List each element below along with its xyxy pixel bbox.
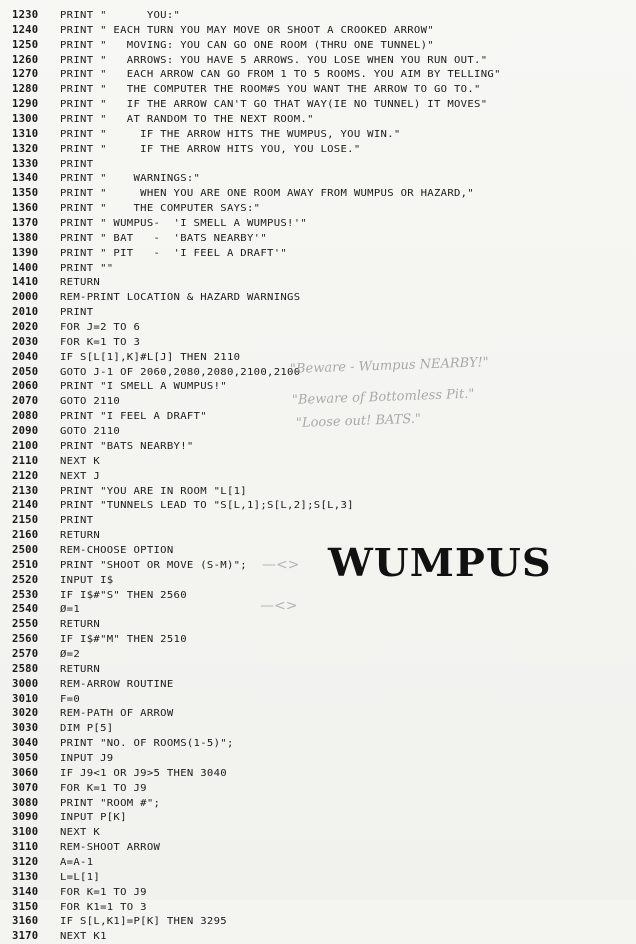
pencil-arrow-mark: —<> bbox=[262, 557, 300, 573]
line-code: REM-ARROW ROUTINE bbox=[60, 678, 174, 690]
line-number: 3020 bbox=[12, 707, 39, 720]
line-code: GOTO J-1 OF 2060,2080,2080,2100,2100 bbox=[60, 366, 301, 378]
line-number: 3030 bbox=[12, 722, 39, 735]
code-line bbox=[12, 53, 627, 68]
code-line bbox=[12, 498, 627, 513]
line-code: PRINT " BAT - 'BATS NEARBY'" bbox=[60, 232, 268, 244]
code-line bbox=[12, 454, 627, 469]
line-number: 2140 bbox=[12, 499, 39, 512]
code-line bbox=[12, 127, 627, 142]
line-code: IF J9<1 OR J9>5 THEN 3040 bbox=[60, 767, 227, 779]
line-code: IF S[L,K1]=P[K] THEN 3295 bbox=[60, 915, 227, 927]
code-line bbox=[12, 201, 627, 216]
line-number: 2000 bbox=[12, 291, 39, 304]
line-code: PRINT " WHEN YOU ARE ONE ROOM AWAY FROM WUMPUS OR HAZARD," bbox=[60, 187, 475, 199]
program-listing bbox=[12, 8, 627, 944]
line-code: IF I$#"M" THEN 2510 bbox=[60, 633, 187, 645]
line-code: PRINT "TUNNELS LEAD TO "S[L,1];S[L,2];S[L,3] bbox=[60, 499, 354, 511]
code-line bbox=[12, 647, 627, 662]
line-code: RETURN bbox=[60, 618, 101, 630]
line-number: 3090 bbox=[12, 811, 39, 824]
line-code: NEXT K bbox=[60, 826, 101, 838]
line-number: 1330 bbox=[12, 157, 39, 170]
line-code: PRINT " ARROWS: YOU HAVE 5 ARROWS. YOU LOSE WHEN YOU RUN OUT." bbox=[60, 54, 488, 66]
code-line bbox=[12, 186, 627, 201]
line-number: 2090 bbox=[12, 425, 39, 438]
line-number: 3100 bbox=[12, 826, 39, 839]
line-code: PRINT "NO. OF ROOMS(1-5)"; bbox=[60, 737, 234, 749]
line-number: 1350 bbox=[12, 187, 39, 200]
line-code: REM-PATH OF ARROW bbox=[60, 707, 174, 719]
line-code: FOR K=1 TO J9 bbox=[60, 886, 147, 898]
handwritten-note-pit: "Beware of Bottomless Pit." bbox=[291, 386, 475, 408]
line-number: 2120 bbox=[12, 469, 39, 482]
line-code: PRINT "ROOM #"; bbox=[60, 797, 161, 809]
line-code: GOTO 2110 bbox=[60, 425, 121, 437]
handwritten-note-wumpus: "Beware - Wumpus NEARBY!" bbox=[289, 355, 489, 377]
code-line bbox=[12, 900, 627, 915]
line-number: 2540 bbox=[12, 603, 39, 616]
line-code: FOR K1=1 TO 3 bbox=[60, 901, 147, 913]
line-number: 2500 bbox=[12, 543, 39, 556]
code-line bbox=[12, 82, 627, 97]
line-number: 2530 bbox=[12, 588, 39, 601]
line-code: FOR J=2 TO 6 bbox=[60, 321, 141, 333]
line-number: 1400 bbox=[12, 261, 39, 274]
code-line bbox=[12, 602, 627, 617]
line-number: 3130 bbox=[12, 870, 39, 883]
line-number: 2150 bbox=[12, 514, 39, 527]
code-line bbox=[12, 840, 627, 855]
line-number: 1240 bbox=[12, 23, 39, 36]
line-number: 2580 bbox=[12, 662, 39, 675]
code-line bbox=[12, 706, 627, 721]
line-code: GOTO 2110 bbox=[60, 395, 121, 407]
line-code: NEXT K bbox=[60, 455, 101, 467]
code-line bbox=[12, 112, 627, 127]
line-number: 3110 bbox=[12, 841, 39, 854]
line-code: PRINT " THE COMPUTER SAYS:" bbox=[60, 202, 261, 214]
line-number: 1360 bbox=[12, 202, 39, 215]
line-code: A=A-1 bbox=[60, 856, 94, 868]
code-line bbox=[12, 320, 627, 335]
line-code: PRINT "I FEEL A DRAFT" bbox=[60, 410, 207, 422]
code-line bbox=[12, 513, 627, 528]
line-number: 1280 bbox=[12, 83, 39, 96]
line-code: IF I$#"S" THEN 2560 bbox=[60, 589, 187, 601]
code-line bbox=[12, 870, 627, 885]
line-number: 3150 bbox=[12, 900, 39, 913]
code-line bbox=[12, 810, 627, 825]
line-code: IF S[L[1],K]#L[J] THEN 2110 bbox=[60, 351, 241, 363]
line-code: Ø=1 bbox=[60, 603, 81, 615]
line-code: PRINT "SHOOT OR MOVE (S-M)"; bbox=[60, 559, 247, 571]
code-line bbox=[12, 825, 627, 840]
line-number: 2160 bbox=[12, 529, 39, 542]
line-code: PRINT " EACH TURN YOU MAY MOVE OR SHOOT A CROOKED ARROW" bbox=[60, 24, 434, 36]
code-line bbox=[12, 335, 627, 350]
code-line bbox=[12, 67, 627, 82]
code-line bbox=[12, 736, 627, 751]
line-number: 1230 bbox=[12, 9, 39, 21]
code-line bbox=[12, 662, 627, 677]
line-number: 3000 bbox=[12, 677, 39, 690]
code-line bbox=[12, 8, 627, 23]
line-number: 3060 bbox=[12, 766, 39, 779]
line-code: FOR K=1 TO J9 bbox=[60, 782, 147, 794]
line-number: 1260 bbox=[12, 53, 39, 66]
code-line bbox=[12, 781, 627, 796]
line-code: PRINT " IF THE ARROW CAN'T GO THAT WAY(IE NO TUNNEL) IT MOVES" bbox=[60, 98, 488, 110]
line-number: 2080 bbox=[12, 410, 39, 423]
line-number: 2570 bbox=[12, 647, 39, 660]
code-line bbox=[12, 246, 627, 261]
line-number: 3170 bbox=[12, 930, 39, 943]
line-number: 2020 bbox=[12, 321, 39, 334]
code-line bbox=[12, 929, 627, 944]
code-line bbox=[12, 305, 627, 320]
line-number: 2510 bbox=[12, 558, 39, 571]
line-code: PRINT bbox=[60, 158, 94, 170]
code-line bbox=[12, 914, 627, 929]
code-line bbox=[12, 855, 627, 870]
line-code: PRINT "" bbox=[60, 262, 114, 274]
line-code: PRINT " MOVING: YOU CAN GO ONE ROOM (THRU ONE TUNNEL)" bbox=[60, 39, 434, 51]
code-line bbox=[12, 261, 627, 276]
code-line bbox=[12, 171, 627, 186]
line-code: PRINT "BATS NEARBY!" bbox=[60, 440, 194, 452]
line-code: PRINT " THE COMPUTER THE ROOM#S YOU WANT THE ARROW TO GO TO." bbox=[60, 83, 481, 95]
line-code: Ø=2 bbox=[60, 648, 81, 660]
line-number: 2520 bbox=[12, 573, 39, 586]
line-number: 2040 bbox=[12, 350, 39, 363]
line-code: PRINT " AT RANDOM TO THE NEXT ROOM." bbox=[60, 113, 314, 125]
line-number: 2070 bbox=[12, 395, 39, 408]
line-code: NEXT J bbox=[60, 470, 101, 482]
line-number: 3160 bbox=[12, 915, 39, 928]
line-code: PRINT bbox=[60, 306, 94, 318]
pencil-arrow-mark: —<> bbox=[260, 598, 298, 614]
code-line bbox=[12, 751, 627, 766]
code-line bbox=[12, 692, 627, 707]
line-number: 3080 bbox=[12, 796, 39, 809]
code-line bbox=[12, 484, 627, 499]
line-code: L=L[1] bbox=[60, 871, 101, 883]
code-line bbox=[12, 216, 627, 231]
line-number: 2110 bbox=[12, 454, 39, 467]
line-code: PRINT " PIT - 'I FEEL A DRAFT'" bbox=[60, 247, 288, 259]
line-code: RETURN bbox=[60, 663, 101, 675]
line-code: INPUT P[K] bbox=[60, 811, 127, 823]
line-number: 2130 bbox=[12, 484, 39, 497]
line-number: 2560 bbox=[12, 633, 39, 646]
line-code: INPUT J9 bbox=[60, 752, 114, 764]
line-number: 2010 bbox=[12, 306, 39, 319]
code-line bbox=[12, 796, 627, 811]
line-code: PRINT " EACH ARROW CAN GO FROM 1 TO 5 ROOMS. YOU AIM BY TELLING" bbox=[60, 68, 501, 80]
code-line bbox=[12, 469, 627, 484]
line-code: PRINT " YOU:" bbox=[60, 9, 181, 21]
line-number: 1320 bbox=[12, 142, 39, 155]
line-code: F=0 bbox=[60, 693, 81, 705]
line-code: NEXT K1 bbox=[60, 930, 107, 942]
line-number: 1390 bbox=[12, 246, 39, 259]
wumpus-title: WUMPUS bbox=[328, 540, 552, 585]
code-line bbox=[12, 38, 627, 53]
line-code: FOR K=1 TO 3 bbox=[60, 336, 141, 348]
code-line bbox=[12, 766, 627, 781]
code-line bbox=[12, 231, 627, 246]
line-number: 3050 bbox=[12, 751, 39, 764]
line-number: 3040 bbox=[12, 737, 39, 750]
code-line bbox=[12, 97, 627, 112]
line-number: 2060 bbox=[12, 380, 39, 393]
code-line bbox=[12, 588, 627, 603]
line-code: PRINT " IF THE ARROW HITS YOU, YOU LOSE." bbox=[60, 143, 361, 155]
code-line bbox=[12, 142, 627, 157]
line-number: 3070 bbox=[12, 781, 39, 794]
line-code: REM-PRINT LOCATION & HAZARD WARNINGS bbox=[60, 291, 301, 303]
line-number: 3010 bbox=[12, 692, 39, 705]
line-number: 1380 bbox=[12, 231, 39, 244]
line-code: PRINT " IF THE ARROW HITS THE WUMPUS, YOU WIN." bbox=[60, 128, 401, 140]
line-code: PRINT " WARNINGS:" bbox=[60, 172, 201, 185]
line-number: 1340 bbox=[12, 172, 39, 185]
line-number: 2100 bbox=[12, 439, 39, 452]
code-line bbox=[12, 617, 627, 632]
line-code: PRINT "YOU ARE IN ROOM "L[1] bbox=[60, 485, 247, 497]
code-line bbox=[12, 439, 627, 454]
line-number: 3120 bbox=[12, 855, 39, 868]
code-line bbox=[12, 677, 627, 692]
line-number: 2030 bbox=[12, 335, 39, 348]
line-number: 3140 bbox=[12, 885, 39, 898]
line-number: 1310 bbox=[12, 127, 39, 140]
line-number: 1370 bbox=[12, 217, 39, 230]
code-line bbox=[12, 721, 627, 736]
line-number: 1290 bbox=[12, 98, 39, 111]
line-number: 2550 bbox=[12, 618, 39, 631]
line-code: REM-SHOOT ARROW bbox=[60, 841, 161, 853]
code-line bbox=[12, 275, 627, 290]
line-code: RETURN bbox=[60, 529, 101, 541]
line-number: 1300 bbox=[12, 113, 39, 126]
line-number: 2050 bbox=[12, 365, 39, 378]
line-code: PRINT bbox=[60, 514, 94, 526]
line-code: DIM P[5] bbox=[60, 722, 114, 734]
line-number: 1410 bbox=[12, 276, 39, 289]
code-line bbox=[12, 157, 627, 172]
line-code: PRINT "I SMELL A WUMPUS!" bbox=[60, 380, 227, 393]
line-number: 1250 bbox=[12, 38, 39, 51]
code-line bbox=[12, 632, 627, 647]
line-number: 1270 bbox=[12, 68, 39, 81]
line-code: INPUT I$ bbox=[60, 574, 114, 586]
code-line bbox=[12, 290, 627, 305]
line-code: RETURN bbox=[60, 276, 101, 289]
code-line bbox=[12, 23, 627, 38]
line-code: PRINT " WUMPUS- 'I SMELL A WUMPUS!'" bbox=[60, 217, 308, 229]
line-code: REM-CHOOSE OPTION bbox=[60, 544, 174, 556]
handwritten-note-bats: "Loose out! BATS." bbox=[295, 411, 422, 431]
code-line bbox=[12, 885, 627, 900]
